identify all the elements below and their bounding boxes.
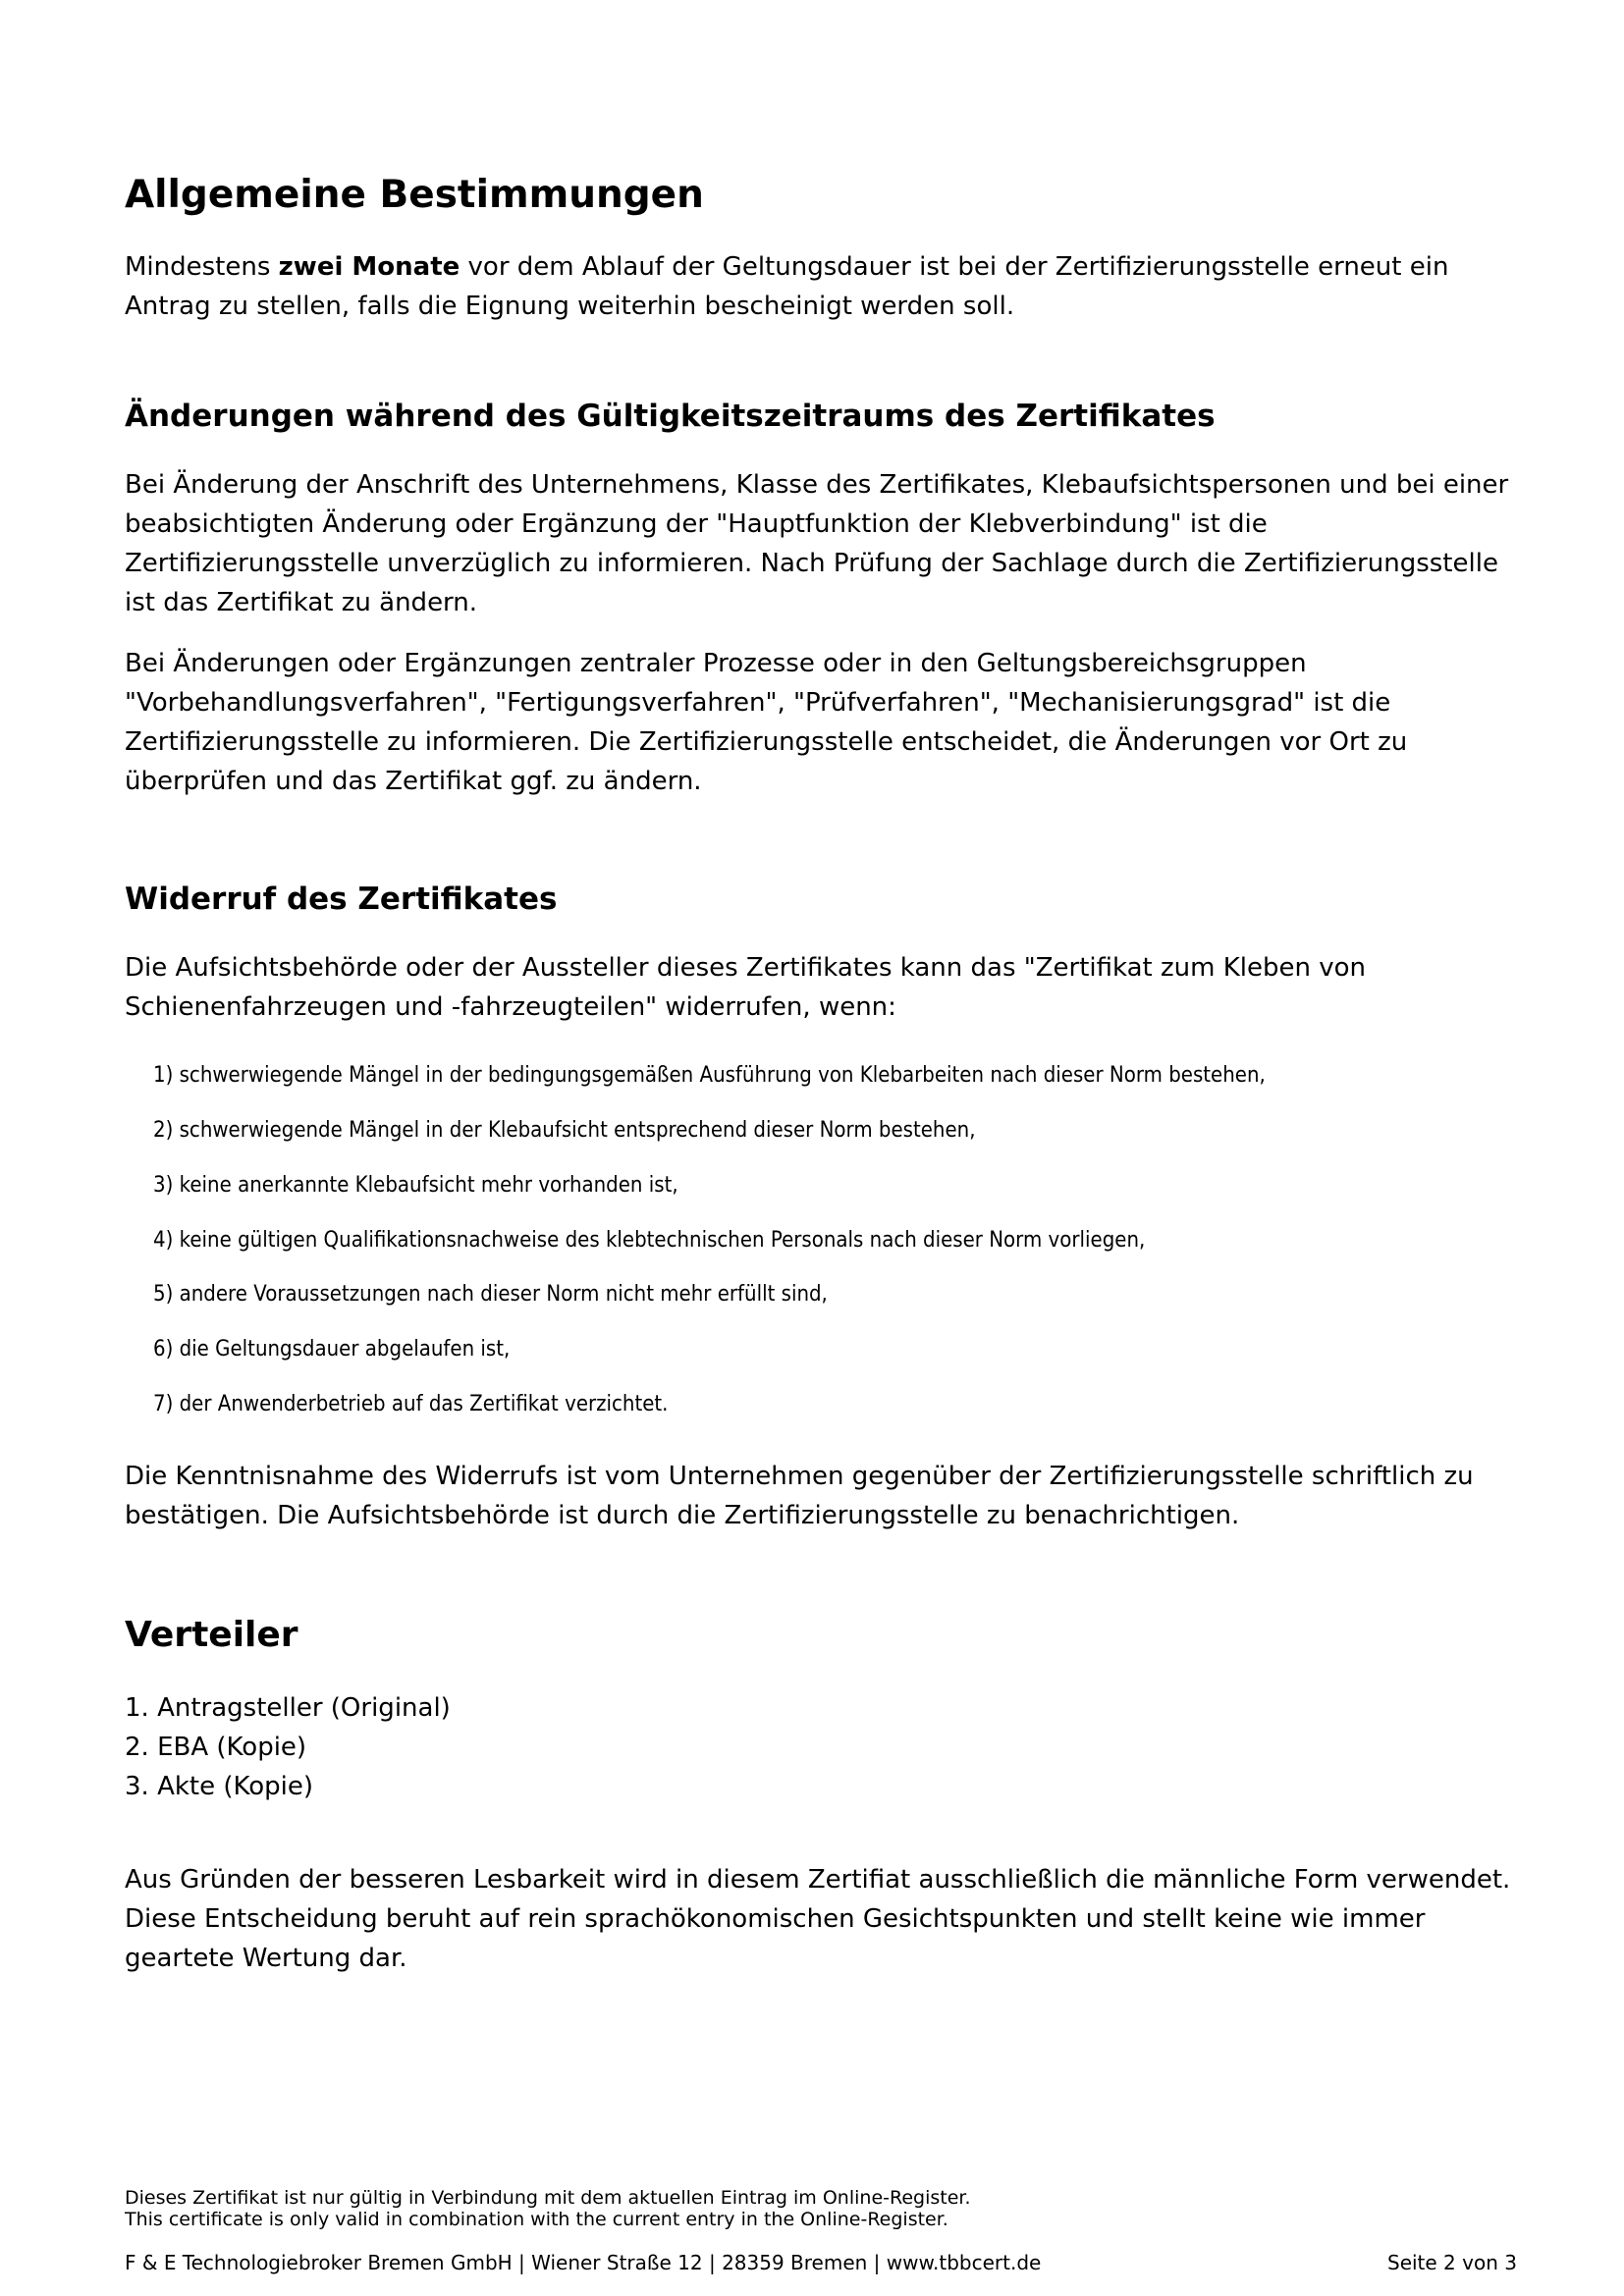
language-note: Aus Gründen der besseren Lesbarkeit wird in diesem Zertifiat ausschließlich die männliche Form verwendet. Diese Entscheidung beruht auf rein sprachökonomischen Gesichtspunkten und stellt keine wie immer geartete Wertung dar. (125, 1865, 1511, 1973)
changes-paragraph-2: Bei Änderungen oder Ergänzungen zentraler Prozesse oder in den Geltungsbereichsgruppen "Vorbehandlungsverfahren", "Fertigungsverfahren", "Prüfverfahren", "Mechanisierungsgrad" ist die Zertifizierungsstelle zu informieren. Die Zertifizierungsstelle entscheidet, die Änderungen vor Ort zu überprüfen und das Zertifikat ggf. zu ändern. (125, 649, 1408, 796)
revocation-item: 5) andere Voraussetzungen nach dieser Norm nicht mehr erfüllt sind, (153, 1281, 828, 1307)
footer-validity-de: Dieses Zertifikat ist nur gültig in Verbindung mit dem aktuellen Eintrag im Online-Register. (125, 2187, 971, 2209)
section-title-general: Allgemeine Bestimmungen (125, 173, 704, 217)
distribution-item: 1. Antragsteller (Original) (125, 1693, 451, 1723)
footer-page-number: Seite 2 von 3 (1387, 2251, 1517, 2274)
general-text-bold: zwei Monate (278, 252, 460, 282)
revocation-item: 4) keine gültigen Qualifikationsnachweise des klebtechnischen Personals nach dieser Norm vorliegen, (153, 1227, 1146, 1253)
section-title-distribution: Verteiler (125, 1615, 298, 1655)
revocation-item: 7) der Anwenderbetrieb auf das Zertifikat verzichtet. (153, 1391, 669, 1416)
footer-validity-en: This certificate is only valid in combination with the current entry in the Online-Register. (125, 2209, 948, 2230)
general-paragraph (125, 247, 1519, 326)
footer-company: F & E Technologiebroker Bremen GmbH | Wiener Straße 12 | 28359 Bremen | www.tbbcert.de (125, 2251, 1042, 2274)
revocation-outro: Die Kenntnisnahme des Widerrufs ist vom Unternehmen gegenüber der Zertifizierungsstelle schriftlich zu bestätigen. Die Aufsichtsbehörde ist durch die Zertifizierungsstelle zu benachrichtigen. (125, 1462, 1474, 1530)
revocation-item: 6) die Geltungsdauer abgelaufen ist, (153, 1336, 511, 1362)
revocation-item: 2) schwerwiegende Mängel in der Klebaufsicht entsprechend dieser Norm bestehen, (153, 1117, 976, 1143)
distribution-item: 2. EBA (Kopie) (125, 1733, 307, 1762)
general-text-start: Mindestens (125, 252, 279, 282)
changes-paragraph-1: Bei Änderung der Anschrift des Unternehmens, Klasse des Zertifikates, Klebaufsichtspersonen und bei einer beabsichtigten Änderung oder Ergänzung der "Hauptfunktion der Klebverbindung" ist die Zertifizierungsstelle unverzüglich zu informieren. Nach Prüfung der Sachlage durch die Zertifizierungsstelle ist das Zertifikat zu ändern. (125, 470, 1509, 617)
revocation-item: 1) schwerwiegende Mängel in der bedingungsgemäßen Ausführung von Klebarbeiten nach dieser Norm bestehen, (153, 1062, 1266, 1088)
general-text-end: vor dem Ablauf der Geltungsdauer ist bei der Zertifizierungsstelle erneut ein Antrag zu stellen, falls die Eignung weiterhin bescheinigt werden soll. (125, 252, 1449, 321)
distribution-item: 3. Akte (Kopie) (125, 1772, 314, 1801)
section-title-changes: Änderungen während des Gültigkeitszeitraums des Zertifikates (125, 399, 1216, 434)
section-title-revocation: Widerruf des Zertifikates (125, 881, 558, 917)
revocation-item: 3) keine anerkannte Klebaufsicht mehr vorhanden ist, (153, 1172, 678, 1198)
revocation-intro: Die Aufsichtsbehörde oder der Aussteller dieses Zertifikates kann das "Zertifikat zum Kleben von Schienenfahrzeugen und -fahrzeugteilen" widerrufen, wenn: (125, 953, 1366, 1022)
